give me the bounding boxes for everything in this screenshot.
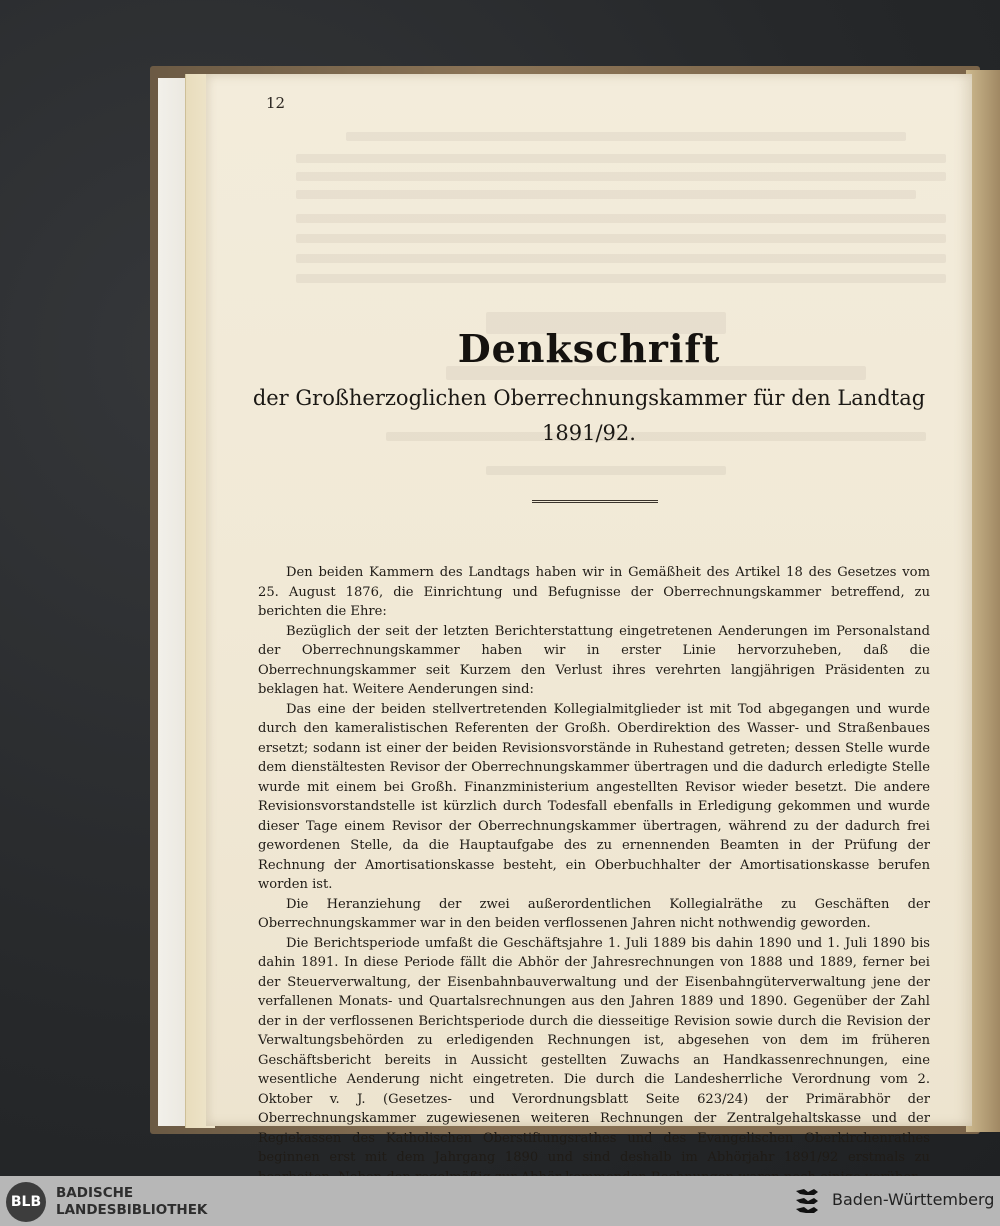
bleed-through-mark [296,274,946,283]
document-title: Denkschrift [457,326,721,371]
paragraph: Die Berichtsperiode umfaßt die Geschäftsjahre 1. Juli 1889 bis dahin 1890 und 1. Juli 1890 bis dahin 1891. In diese Periode fällt die Abhör der Jahresrechnungen von 1888 und 1889, ferner bei der Steuerverwaltung, der Eisenbahnbauverwaltung und der Eisenbahngüterverwaltung jene der verfallenen Monats- und Quartalsrechnungen aus den Jahren 1889 und 1890. Gegenüber der Zahl der in der verflossenen Berichtsperiode durch die diesseitige Revision sowie durch die Revision der Verwaltungsbehörden zu erledigenden Rechnungen ist, abgesehen von dem im früheren Geschäftsbericht bereits in Aussicht gestellten Zuwachs an Handkassenrechnungen, eine wesentliche Aenderung nicht eingetreten. Die durch die Landesherrliche Verordnung vom 2. Oktober v. J. (Gesetzes- und Verordnungsblatt Seite 623/24) der Primärabhör der Oberrechnungskammer zugewiesenen weiteren Rechnungen der Zentralgehaltskasse und der Regiekassen des Katholischen Oberstiftungsrathes und des Evangelischen Oberkirchenrathes beginnen erst mit dem Jahrgang 1890 und sind deshalb im Abhörjahr 1891/92 erstmals zu [258,935,930,1165]
paragraph: Den beiden Kammern des Landtags haben wir in Gemäßheit des Artikel 18 des Gesetzes vom 25. August 1876, die Einrichtung und Befugnisse der Oberrechnungskammer betreffend, zu berichten die Ehre: [258,565,930,619]
bleed-through-mark [296,172,946,181]
bleed-through-mark [486,466,726,475]
footer-bar [0,1176,1000,1226]
bleed-through-mark [296,214,946,223]
library-name-line2: LANDESBIBLIOTHEK [56,1202,208,1218]
library-name[interactable] [56,1185,207,1219]
bleed-through-mark [296,254,946,263]
title-divider [532,500,658,503]
document-subtitle: der Großherzoglichen Oberrechnungskammer für den Landtag [252,386,926,410]
blb-logo-text: BLB [10,1194,42,1210]
bleed-through-mark [296,154,946,163]
paragraph: Das eine der beiden stellvertretenden Kollegialmitglieder ist mit Tod abgegangen und wurde durch den kameralistischen Referenten der Großh. Oberdirektion des Wasser- und Straßenbaues ersetzt; sodann ist einer der beiden Revisionsvorstände in Ruhestand getreten; dessen Stelle wurde dem dienstältesten Revisor der Oberrechnungskammer übertragen und die dadurch erledigte Stelle wurde mit einem bei Großh. Finanzministerium angestellten Revisor wieder besetzt. Die andere Revisionsvorstandstelle ist kürzlich durch Todesfall ebenfalls in Erledigung gekommen und wurde dieser Tage einem Revisor der Oberrechnungskammer übertragen, während zu der dadurch frei gewordenen Stelle, da die Hauptaufgabe des zu ernennenden Beamten in der Prüfung der Rechnung der Amortisationskasse besteht, ein Oberbuchhalter der Amortisationskasse berufen worden ist. [258,701,930,892]
bleed-through-mark [296,190,916,199]
library-name-line1: BADISCHE [56,1185,134,1201]
state-name[interactable]: Baden-Württemberg [832,1190,995,1209]
page-number: 12 [266,94,286,112]
blb-logo-icon[interactable] [6,1182,46,1222]
paragraph: Bezüglich der seit der letzten Berichterstattung eingetretenen Aenderungen im Personalstand der Oberrechnungskammer haben wir in erster Linie hervorzuheben, daß die Oberrechnungskammer seit Kurzem den Verlust ihres verehrten langjährigen Präsidenten zu beklagen hat. Weitere Aenderungen sind: [258,623,930,697]
baden-wuerttemberg-lions-icon [792,1185,822,1217]
bleed-through-mark [296,234,946,243]
body-text [258,563,930,1187]
bleed-through-mark [346,132,906,141]
paragraph: Die Heranziehung der zwei außerordentlichen Kollegialräthe zu Geschäften der Oberrechnungskammer war in den beiden verflossenen Jahren nicht nothwendig geworden. [258,896,930,931]
document-year: 1891/92. [542,421,636,445]
document-page [206,74,972,1165]
